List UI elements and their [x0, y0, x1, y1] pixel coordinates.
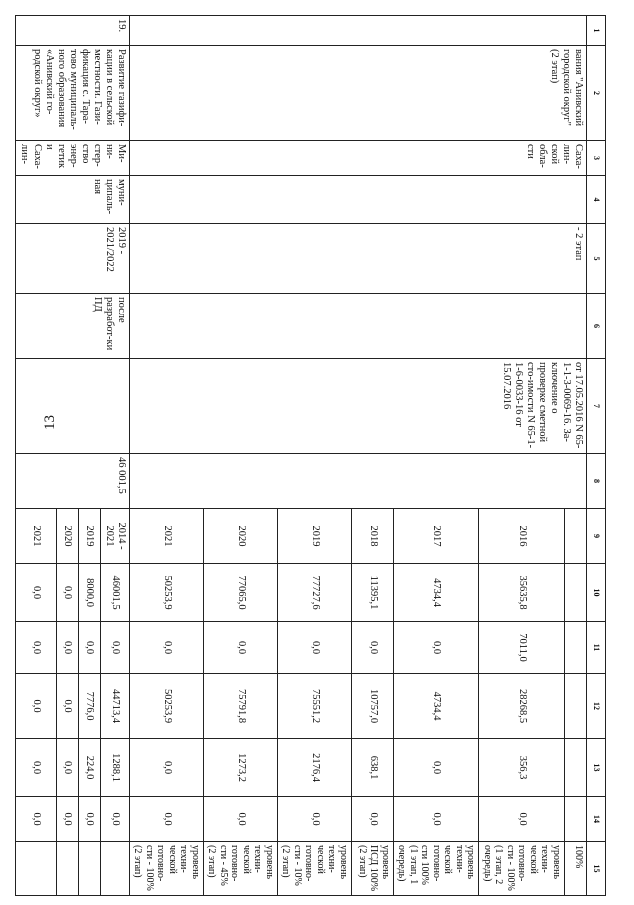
cell-local: 356,3 [479, 739, 565, 797]
col-number: 2 [587, 46, 606, 141]
cell-documents: от 17.05.2016 N 65-1-1-3-0069-16. За-ключение о проверке сметной сто-имости N 65-1-1-6-0033-16 от 15.07.2016 [130, 359, 587, 454]
cell-result: уровень техни-ческой готовно-сти 100% (1 этап, 1 очередь) [394, 842, 480, 896]
table-row [565, 16, 587, 896]
cell-other: 0,0 [352, 797, 394, 842]
col-number: 7 [587, 359, 606, 454]
cell-year: 2016 [479, 509, 565, 564]
cell-other: 0,0 [394, 797, 480, 842]
cell-result: уровень ПСД 100% (2 этап) [352, 842, 394, 896]
cell-customer: Саха-лин-ской обла-сти [130, 141, 587, 176]
cell-other: 0,0 [278, 797, 352, 842]
cell-local: 0,0 [16, 739, 56, 797]
cell-other: 0,0 [130, 797, 204, 842]
cell-result [78, 842, 100, 896]
col-number: 9 [587, 509, 606, 564]
program-table [15, 15, 606, 896]
cell-year: 2017 [394, 509, 480, 564]
col-number: 5 [587, 224, 606, 294]
cell-total: 4734,4 [394, 564, 480, 622]
cell-year: 2014 - 2021 [100, 509, 129, 564]
cell-regional: 50253,9 [130, 674, 204, 739]
cell-regional: 0,0 [56, 674, 78, 739]
cell-result: уровень техни-ческой готовно-сти - 10% (2 этап) [278, 842, 352, 896]
cell-period: 2019 - 2021/2022 [16, 224, 130, 294]
cell-regional: 4734,4 [394, 674, 480, 739]
cell-year: 2018 [352, 509, 394, 564]
cell-year: 2019 [78, 509, 100, 564]
col-number: 15 [587, 842, 606, 896]
cell-local: 0,0 [130, 739, 204, 797]
cell-total: 8000,0 [78, 564, 100, 622]
cell-other: 0,0 [204, 797, 278, 842]
cell-local: 2176,4 [278, 739, 352, 797]
cell-result [100, 842, 129, 896]
cell-local: 224,0 [78, 739, 100, 797]
cell-result: 100% [565, 842, 587, 896]
cell-year: 2020 [204, 509, 278, 564]
cell-federal: 0,0 [100, 622, 129, 674]
col-number: 11 [587, 622, 606, 674]
cell-total: 77065,0 [204, 564, 278, 622]
cell-other: 0,0 [16, 797, 56, 842]
cell-period: - 2 этап [130, 224, 587, 294]
cell-result [56, 842, 78, 896]
column-number-row [587, 16, 606, 896]
col-number: 13 [587, 739, 606, 797]
cell-ownership [130, 176, 587, 224]
cell-federal: 0,0 [204, 622, 278, 674]
cell-total: 35635,8 [479, 564, 565, 622]
cell-other: 0,0 [78, 797, 100, 842]
cell-stage [130, 294, 587, 359]
cell-regional: 10757,0 [352, 674, 394, 739]
cell-cost [130, 454, 587, 509]
cell-total: 11395,1 [352, 564, 394, 622]
cell-regional [565, 674, 587, 739]
cell-local: 0,0 [56, 739, 78, 797]
col-number: 12 [587, 674, 606, 739]
cell-total: 77727,6 [278, 564, 352, 622]
cell-total: 46001,5 [100, 564, 129, 622]
cell-stage: после разработ-ки ПД [16, 294, 130, 359]
cell-year [565, 509, 587, 564]
cell-regional: 28268,5 [479, 674, 565, 739]
cell-result: уровень техни-ческой готовно-сти - 100% (1 этап, 2 очередь) [479, 842, 565, 896]
rotated-table-sheet [15, 15, 606, 895]
cell-index: 19. [16, 16, 130, 46]
cell-customer: Ми-ни-стер-ство энер-гетики Саха-лин- [16, 141, 130, 176]
cell-total [565, 564, 587, 622]
col-number: 8 [587, 454, 606, 509]
cell-federal: 0,0 [56, 622, 78, 674]
cell-federal: 7011,0 [479, 622, 565, 674]
page-number: 13 [42, 415, 58, 430]
col-number: 1 [587, 16, 606, 46]
cell-object-name: Развитие газифи-кации в сельской местности. Гази-фикация с. Тара-тово муниципаль-ного образования «Анивский го-родской округ» [16, 46, 130, 141]
cell-year: 2021 [130, 509, 204, 564]
cell-local [565, 739, 587, 797]
cell-cost: 46 001,5 [16, 454, 130, 509]
cell-result [16, 842, 56, 896]
cell-regional: 44713,4 [100, 674, 129, 739]
cell-local: 1288,1 [100, 739, 129, 797]
cell-result: уровень техни-ческой готовно-сти - 100% (2 этап) [130, 842, 204, 896]
cell-other [565, 797, 587, 842]
col-number: 6 [587, 294, 606, 359]
cell-local: 0,0 [394, 739, 480, 797]
cell-object-name: вания "Анивский городской округ" (2 этап) [130, 46, 587, 141]
cell-federal: 0,0 [394, 622, 480, 674]
col-number: 4 [587, 176, 606, 224]
cell-federal: 0,0 [78, 622, 100, 674]
cell-regional: 7776,0 [78, 674, 100, 739]
cell-year: 2021 [16, 509, 56, 564]
cell-total: 0,0 [16, 564, 56, 622]
col-number: 10 [587, 564, 606, 622]
cell-documents [16, 359, 130, 454]
cell-regional: 0,0 [16, 674, 56, 739]
cell-year: 2020 [56, 509, 78, 564]
cell-index [130, 16, 587, 46]
cell-regional: 75551,2 [278, 674, 352, 739]
cell-federal [565, 622, 587, 674]
cell-other: 0,0 [479, 797, 565, 842]
cell-total: 50253,9 [130, 564, 204, 622]
cell-other: 0,0 [56, 797, 78, 842]
table-row [100, 16, 129, 896]
col-number: 3 [587, 141, 606, 176]
cell-regional: 75791,8 [204, 674, 278, 739]
cell-ownership: муни-ципаль-ная [16, 176, 130, 224]
cell-other: 0,0 [100, 797, 129, 842]
cell-result: уровень техни-ческой готовно-сти - 45% (2 этап) [204, 842, 278, 896]
cell-local: 638,1 [352, 739, 394, 797]
cell-year: 2019 [278, 509, 352, 564]
col-number: 14 [587, 797, 606, 842]
cell-federal: 0,0 [352, 622, 394, 674]
cell-federal: 0,0 [130, 622, 204, 674]
cell-local: 1273,2 [204, 739, 278, 797]
cell-federal: 0,0 [278, 622, 352, 674]
cell-total: 0,0 [56, 564, 78, 622]
cell-federal: 0,0 [16, 622, 56, 674]
